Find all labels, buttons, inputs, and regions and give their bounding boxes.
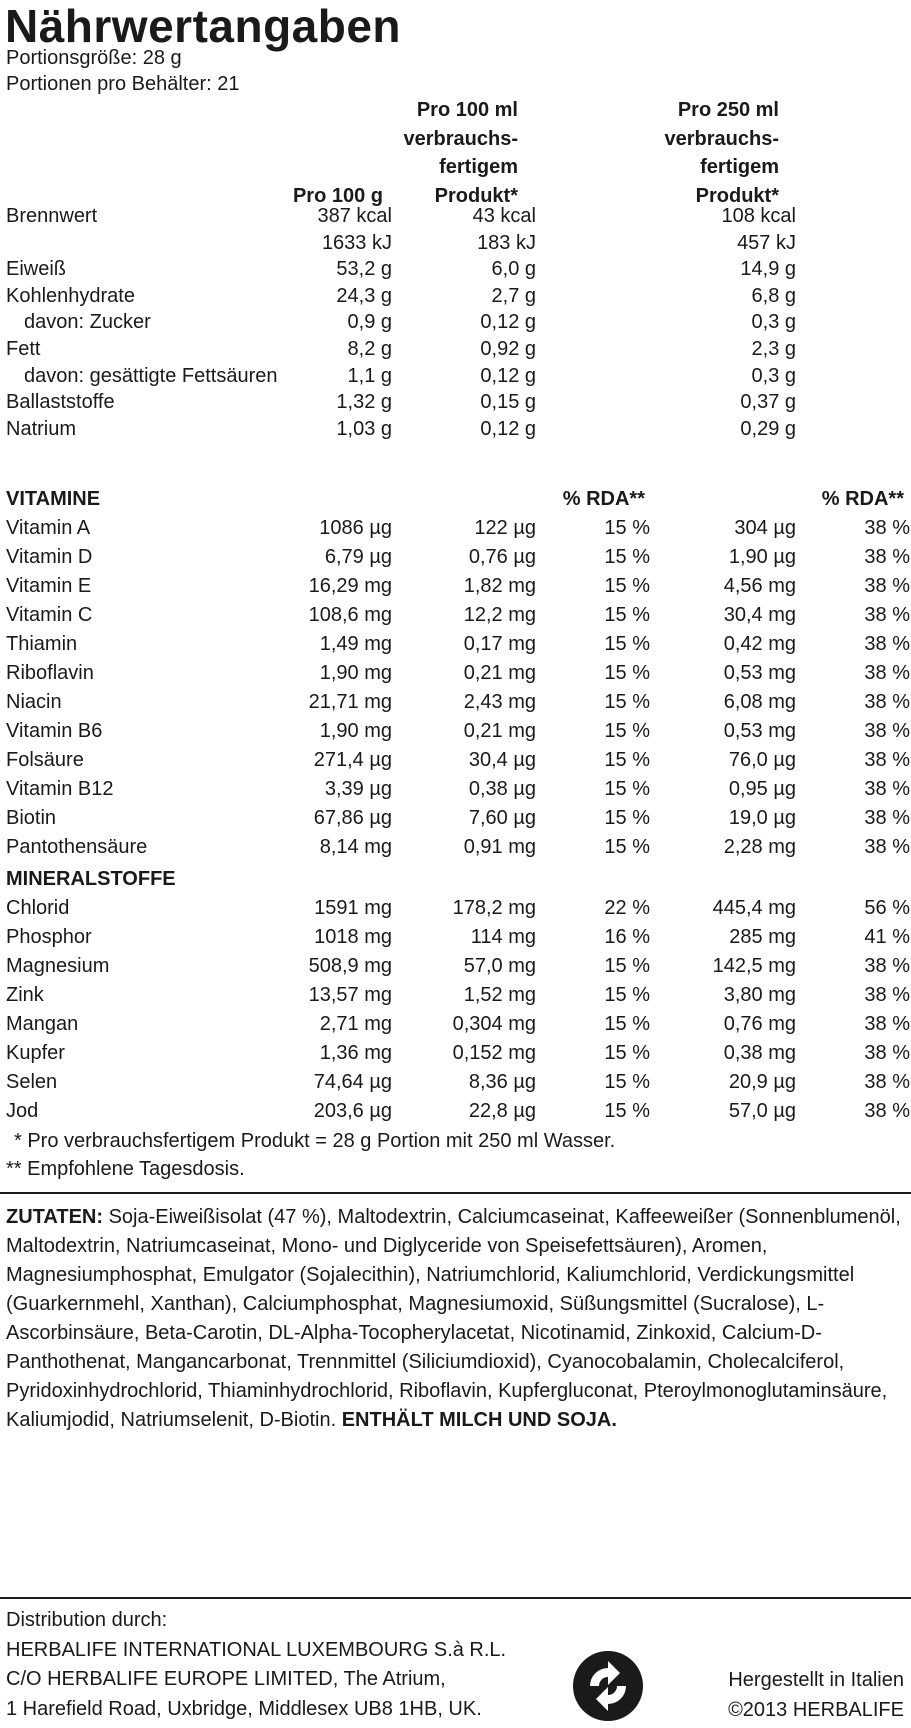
cell-c4: 142,5 mg bbox=[712, 955, 796, 977]
header-line: Produkt* bbox=[434, 184, 518, 207]
cell-c4: 1,90 µg bbox=[728, 546, 796, 568]
table-row bbox=[6, 335, 906, 364]
cell-c3: 15 % bbox=[604, 1071, 650, 1093]
cell-c3: 15 % bbox=[604, 778, 650, 800]
row-label: Vitamin B6 bbox=[6, 720, 103, 742]
cell-c1: 6,79 µg bbox=[324, 546, 392, 568]
cell-c5: 38 % bbox=[864, 1071, 910, 1093]
serving-size: Portionsgröße: 28 g bbox=[6, 47, 182, 69]
cell-c1: 508,9 mg bbox=[308, 955, 392, 977]
cell-c2: 122 µg bbox=[474, 517, 536, 539]
cell-c4: 0,29 g bbox=[740, 417, 796, 440]
cell-c3: 22 % bbox=[604, 897, 650, 919]
row-label: davon: gesättigte Fettsäuren bbox=[24, 364, 278, 387]
table-row bbox=[6, 1039, 910, 1068]
made-in: Hergestellt in Italien bbox=[728, 1669, 904, 1691]
table-row bbox=[6, 717, 910, 746]
cell-c4: 0,53 mg bbox=[723, 720, 796, 742]
cell-c4: 108 kcal bbox=[721, 205, 796, 227]
header-line: fertigem bbox=[700, 156, 779, 178]
cell-c1: 8,14 mg bbox=[319, 836, 392, 858]
row-label: Vitamin E bbox=[6, 575, 92, 597]
cell-c2: 0,92 g bbox=[480, 338, 536, 360]
header-line: Pro 250 ml bbox=[677, 99, 779, 121]
cell-c4: 14,9 g bbox=[740, 258, 796, 281]
cell-c1: 203,6 µg bbox=[313, 1100, 392, 1122]
table-row bbox=[6, 746, 910, 775]
cell-c4: 76,0 µg bbox=[728, 749, 796, 771]
cell-c3: 15 % bbox=[604, 1013, 650, 1035]
cell-c1: 3,39 µg bbox=[324, 778, 392, 800]
cell-c1: 1633 kJ bbox=[321, 231, 392, 254]
ingredients-label: ZUTATEN: bbox=[6, 1206, 104, 1228]
cell-c1: 1,1 g bbox=[347, 364, 392, 387]
cell-c4: 0,95 µg bbox=[728, 778, 796, 800]
row-label: Vitamin C bbox=[6, 604, 93, 626]
cell-c1: 108,6 mg bbox=[308, 604, 392, 626]
distribution-line: Distribution durch: bbox=[6, 1609, 168, 1631]
cell-c4: 0,3 g bbox=[751, 311, 796, 334]
cell-c5: 38 % bbox=[864, 633, 910, 655]
page-title: Nährwertangaben bbox=[5, 0, 402, 52]
manufacturer-info bbox=[728, 1666, 904, 1725]
cell-c1: 1086 µg bbox=[319, 517, 392, 539]
header-per-100ml bbox=[404, 96, 519, 210]
header-line: verbrauchs- bbox=[664, 127, 779, 150]
row-label: Jod bbox=[6, 1100, 39, 1122]
cell-c2: 0,91 mg bbox=[463, 836, 536, 858]
cell-c5: 38 % bbox=[864, 749, 910, 771]
table-row bbox=[6, 1068, 910, 1097]
ingredients-block bbox=[6, 1203, 906, 1435]
cell-c1: 13,57 mg bbox=[308, 984, 392, 1006]
cell-c5: 56 % bbox=[864, 897, 910, 919]
row-label: Biotin bbox=[6, 807, 57, 829]
cell-c3: 15 % bbox=[604, 633, 650, 655]
cell-c4: 445,4 mg bbox=[712, 897, 796, 919]
cell-c2: 0,76 µg bbox=[468, 546, 536, 568]
table-row bbox=[6, 981, 910, 1010]
table-row bbox=[6, 952, 910, 981]
cell-c4: 6,8 g bbox=[751, 284, 796, 307]
cell-c5: 38 % bbox=[864, 517, 910, 539]
cell-c3: 15 % bbox=[604, 546, 650, 568]
cell-c5: 38 % bbox=[864, 604, 910, 626]
divider bbox=[0, 1597, 911, 1599]
row-label: Pantothensäure bbox=[6, 836, 148, 858]
table-row bbox=[6, 388, 906, 417]
cell-c4: 0,38 mg bbox=[723, 1042, 796, 1064]
header-per-250ml bbox=[665, 96, 780, 210]
cell-c1: 16,29 mg bbox=[308, 575, 392, 597]
cell-c3: 15 % bbox=[604, 984, 650, 1006]
cell-c2: 57,0 mg bbox=[463, 955, 536, 977]
cell-c3: 15 % bbox=[604, 720, 650, 742]
cell-c4: 57,0 µg bbox=[728, 1100, 796, 1122]
cell-c1: 8,2 g bbox=[347, 338, 392, 360]
table-row bbox=[6, 415, 906, 444]
cell-c1: 74,64 µg bbox=[313, 1071, 392, 1093]
cell-c4: 4,56 mg bbox=[723, 575, 796, 597]
cell-c3: 15 % bbox=[604, 1042, 650, 1064]
rda-header-250ml: % RDA** bbox=[821, 488, 904, 510]
table-row bbox=[6, 572, 910, 601]
cell-c1: 1,03 g bbox=[336, 417, 392, 440]
cell-c3: 15 % bbox=[604, 517, 650, 539]
table-row bbox=[6, 514, 910, 543]
cell-c1: 0,9 g bbox=[347, 311, 392, 334]
cell-c4: 0,53 mg bbox=[723, 662, 796, 684]
cell-c4: 0,3 g bbox=[751, 364, 796, 387]
cell-c2: 0,38 µg bbox=[468, 778, 536, 800]
cell-c2: 12,2 mg bbox=[463, 604, 536, 626]
cell-c5: 38 % bbox=[864, 984, 910, 1006]
row-label: Vitamin D bbox=[6, 546, 93, 568]
header-line: verbrauchs- bbox=[403, 127, 518, 150]
cell-c3: 15 % bbox=[604, 691, 650, 713]
row-label: Thiamin bbox=[6, 633, 78, 655]
cell-c4: 3,80 mg bbox=[723, 984, 796, 1006]
cell-c3: 15 % bbox=[604, 604, 650, 626]
copyright: ©2013 HERBALIFE bbox=[728, 1698, 904, 1721]
cell-c5: 38 % bbox=[864, 1013, 910, 1035]
cell-c3: 15 % bbox=[604, 749, 650, 771]
cell-c1: 271,4 µg bbox=[313, 749, 392, 771]
row-label: Phosphor bbox=[6, 926, 92, 948]
cell-c1: 1018 mg bbox=[314, 926, 392, 948]
header-line: Produkt* bbox=[695, 184, 779, 207]
row-label: Vitamin B12 bbox=[6, 778, 114, 800]
cell-c2: 178,2 mg bbox=[452, 897, 536, 919]
cell-c1: 1,90 mg bbox=[319, 720, 392, 742]
row-label: Ballaststoffe bbox=[6, 391, 115, 414]
footnote-rda: ** Empfohlene Tagesdosis. bbox=[6, 1158, 245, 1180]
cell-c5: 38 % bbox=[864, 720, 910, 742]
cell-c2: 0,17 mg bbox=[463, 633, 536, 655]
cell-c3: 15 % bbox=[604, 807, 650, 829]
header-line: Pro 100 ml bbox=[416, 99, 518, 121]
cell-c2: 0,152 mg bbox=[452, 1042, 536, 1064]
row-label: Selen bbox=[6, 1071, 58, 1093]
cell-c4: 2,3 g bbox=[751, 338, 796, 360]
cell-c4: 19,0 µg bbox=[728, 807, 796, 829]
cell-c2: 22,8 µg bbox=[468, 1100, 536, 1122]
row-label: Fett bbox=[6, 338, 41, 360]
cell-c1: 1,32 g bbox=[336, 391, 392, 414]
table-row bbox=[6, 775, 910, 804]
table-row bbox=[6, 923, 910, 952]
row-label: Kohlenhydrate bbox=[6, 284, 135, 307]
cell-c5: 38 % bbox=[864, 836, 910, 858]
cell-c5: 38 % bbox=[864, 1100, 910, 1122]
cell-c2: 0,304 mg bbox=[452, 1013, 536, 1035]
cell-c3: 15 % bbox=[604, 1100, 650, 1122]
cell-c4: 6,08 mg bbox=[723, 691, 796, 713]
table-row bbox=[6, 601, 910, 630]
table-row bbox=[6, 255, 906, 284]
cell-c2: 0,21 mg bbox=[463, 720, 536, 742]
cell-c4: 0,76 mg bbox=[723, 1013, 796, 1035]
header-line: fertigem bbox=[439, 156, 518, 178]
cell-c1: 21,71 mg bbox=[308, 691, 392, 713]
cell-c1: 1,49 mg bbox=[319, 633, 392, 655]
cell-c4: 2,28 mg bbox=[723, 836, 796, 858]
cell-c4: 0,37 g bbox=[740, 391, 796, 414]
table-row bbox=[6, 630, 910, 659]
rda-header-100ml: % RDA** bbox=[562, 488, 645, 510]
row-label: Magnesium bbox=[6, 955, 110, 977]
footnote-product: * Pro verbrauchsfertigem Produkt = 28 g Portion mit 250 ml Wasser. bbox=[14, 1130, 616, 1152]
cell-c2: 7,60 µg bbox=[468, 807, 536, 829]
table-row bbox=[6, 833, 910, 862]
cell-c2: 8,36 µg bbox=[468, 1071, 536, 1093]
cell-c5: 38 % bbox=[864, 575, 910, 597]
row-label: Zink bbox=[6, 984, 44, 1006]
cell-c2: 0,15 g bbox=[480, 391, 536, 414]
cell-c5: 38 % bbox=[864, 955, 910, 977]
row-label: Eiweiß bbox=[6, 258, 67, 281]
cell-c5: 38 % bbox=[864, 546, 910, 568]
cell-c2: 6,0 g bbox=[491, 258, 536, 281]
table-row bbox=[6, 688, 910, 717]
cell-c1: 53,2 g bbox=[336, 258, 392, 281]
distribution-line: 1 Harefield Road, Uxbridge, Middlesex UB8 1HB, UK. bbox=[6, 1697, 482, 1720]
cell-c5: 38 % bbox=[864, 778, 910, 800]
cell-c2: 0,12 g bbox=[480, 364, 536, 387]
cell-c4: 0,42 mg bbox=[723, 633, 796, 655]
cell-c2: 0,12 g bbox=[480, 417, 536, 440]
header-per-100g: Pro 100 g bbox=[292, 185, 383, 207]
table-row bbox=[6, 1097, 910, 1126]
cell-c5: 41 % bbox=[864, 926, 910, 948]
table-row bbox=[6, 202, 906, 231]
distribution-line: HERBALIFE INTERNATIONAL LUXEMBOURG S.à R.L. bbox=[6, 1638, 507, 1661]
row-label: Chlorid bbox=[6, 897, 70, 919]
table-row bbox=[6, 543, 910, 572]
cell-c1: 67,86 µg bbox=[313, 807, 392, 829]
table-row bbox=[6, 362, 906, 391]
cell-c4: 457 kJ bbox=[737, 231, 796, 254]
cell-c3: 15 % bbox=[604, 575, 650, 597]
cell-c3: 15 % bbox=[604, 955, 650, 977]
cell-c5: 38 % bbox=[864, 1042, 910, 1064]
table-row bbox=[6, 229, 906, 258]
table-row bbox=[6, 804, 910, 833]
cell-c1: 2,71 mg bbox=[319, 1013, 392, 1035]
row-label: Vitamin A bbox=[6, 517, 91, 539]
row-label: Natrium bbox=[6, 417, 77, 440]
cell-c3: 15 % bbox=[604, 836, 650, 858]
cell-c2: 2,7 g bbox=[491, 284, 536, 307]
servings-per-container: Portionen pro Behälter: 21 bbox=[6, 73, 240, 95]
minerals-heading: MINERALSTOFFE bbox=[6, 868, 176, 890]
cell-c1: 1591 mg bbox=[314, 897, 392, 919]
divider bbox=[0, 1192, 911, 1194]
distribution-info bbox=[6, 1606, 506, 1724]
cell-c5: 38 % bbox=[864, 807, 910, 829]
cell-c2: 1,82 mg bbox=[463, 575, 536, 597]
row-label: Mangan bbox=[6, 1013, 79, 1035]
cell-c2: 30,4 µg bbox=[468, 749, 536, 771]
vitamins-heading: VITAMINE bbox=[6, 488, 101, 510]
cell-c1: 387 kcal bbox=[317, 205, 392, 227]
cell-c2: 43 kcal bbox=[472, 205, 536, 227]
row-label: Kupfer bbox=[6, 1042, 65, 1064]
green-dot-recycling-icon bbox=[572, 1650, 644, 1722]
cell-c2: 1,52 mg bbox=[463, 984, 536, 1006]
cell-c1: 1,36 mg bbox=[319, 1042, 392, 1064]
distribution-line: C/O HERBALIFE EUROPE LIMITED, The Atrium, bbox=[6, 1668, 446, 1690]
row-label: Folsäure bbox=[6, 749, 84, 771]
allergen-warning: ENTHÄLT MILCH UND SOJA. bbox=[341, 1409, 617, 1431]
table-row bbox=[6, 894, 910, 923]
table-row bbox=[6, 659, 910, 688]
table-row bbox=[6, 1010, 910, 1039]
cell-c4: 304 µg bbox=[734, 517, 796, 539]
table-row bbox=[6, 308, 906, 337]
cell-c4: 20,9 µg bbox=[728, 1071, 796, 1093]
row-label: Riboflavin bbox=[6, 662, 94, 684]
ingredients-text: Soja-Eiweißisolat (47 %), Maltodextrin, Calciumcaseinat, Kaffeeweißer (Sonnenblumenöl, Maltodextrin, Natriumcaseinat, Mono- und Diglyceride von Speisefettsäuren), Aromen, Magnesiumphosphat, Emulgator (Sojalecithin), Natriumchlorid, Kaliumchlorid, Verdickungsmittel (Guarkernmehl, Xanthan), Calciumphosphat, Magnesiumoxid, Süßungsmittel (Sucralose), L-Ascorbinsäure, Beta-Carotin, DL-Alpha-Tocopherylacetat, Nicotinamid, Zinkoxid, Calcium-D-Panthothenat, Mangancarbonat, Trennmittel (Siliciumdioxid), Cyanocobalamin, Cholecalciferol, Pyridoxinhydrochlorid, Thiaminhydrochlorid, Riboflavin, Kupfergluconat, Pteroylmonoglutaminsäure, Kaliumjodid, Natriumselenit, D-Biotin. bbox=[6, 1206, 901, 1431]
table-row bbox=[6, 282, 906, 311]
cell-c2: 2,43 mg bbox=[463, 691, 536, 713]
row-label: davon: Zucker bbox=[24, 311, 151, 334]
cell-c2: 0,21 mg bbox=[463, 662, 536, 684]
cell-c4: 285 mg bbox=[729, 926, 796, 948]
row-label: Niacin bbox=[6, 691, 62, 713]
cell-c1: 24,3 g bbox=[336, 284, 392, 307]
cell-c3: 16 % bbox=[604, 926, 650, 948]
cell-c5: 38 % bbox=[864, 662, 910, 684]
cell-c3: 15 % bbox=[604, 662, 650, 684]
cell-c2: 114 mg bbox=[470, 926, 536, 948]
cell-c2: 183 kJ bbox=[477, 231, 536, 254]
cell-c4: 30,4 mg bbox=[723, 604, 796, 626]
row-label: Brennwert bbox=[6, 205, 98, 227]
cell-c5: 38 % bbox=[864, 691, 910, 713]
cell-c1: 1,90 mg bbox=[319, 662, 392, 684]
cell-c2: 0,12 g bbox=[480, 311, 536, 334]
